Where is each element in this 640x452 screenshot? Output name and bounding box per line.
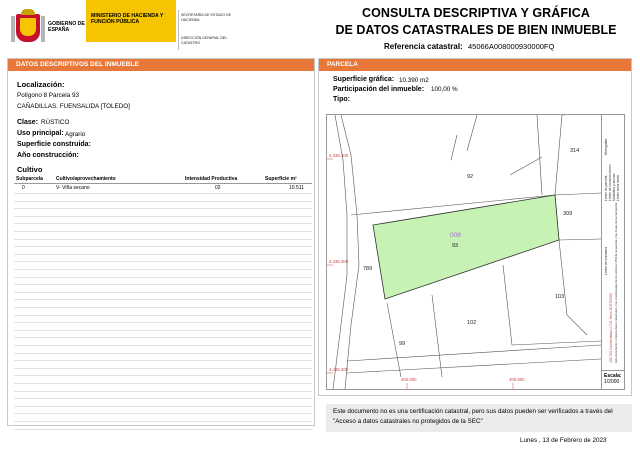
legend-item-1: Límite de parcela [604, 175, 608, 201]
parcel-label-314: 314 [570, 148, 580, 154]
superficie-construida-label: Superficie construida: [17, 141, 91, 148]
table-empty-row-line [14, 307, 312, 308]
table-empty-row-line [14, 345, 312, 346]
table-empty-row-line [14, 216, 312, 217]
cultivo-label: Cultivo [17, 165, 43, 174]
map-scale [601, 370, 625, 390]
legend-item-5: Hidrografía [604, 138, 608, 155]
ministerio-text: MINISTERIO DE HACIENDA Y FUNCIÓN PÚBLICA [91, 13, 164, 26]
gobierno-text: GOBIERNO DE ESPAÑA [48, 21, 85, 34]
escala-label: Escala: [604, 373, 622, 379]
table-empty-row-line [14, 277, 312, 278]
map-legend [601, 115, 625, 370]
table-empty-row-line [14, 299, 312, 300]
legend-item-4: Límite zona verde [616, 174, 620, 201]
cadastral-map [326, 114, 625, 390]
localizacion-line2: CAÑADILLAS. FUENSALIDA [TOLEDO] [17, 103, 130, 110]
table-empty-row-line [14, 383, 312, 384]
parcel-panel [318, 58, 632, 396]
selected-parcel [373, 195, 559, 299]
table-cell-superficie: 10.511 [289, 185, 304, 191]
uso-label: Uso principal: [17, 130, 64, 137]
table-empty-row-line [14, 337, 312, 338]
localizacion-line1: Polígono 8 Parcela 93 [17, 92, 79, 99]
direccion-text: DIRECCIÓN GENERAL DEL CATASTRO [181, 36, 228, 45]
localizacion-label: Localización: [17, 80, 65, 89]
table-empty-row-line [14, 254, 312, 255]
x-coord-right: 400.600 [509, 377, 525, 382]
table-header-intensidad: Intensidad Productiva [185, 176, 238, 182]
legend-item-6: Límite de manzana [604, 246, 608, 275]
parcel-code-label: 008 [450, 232, 461, 239]
table-empty-row-line [14, 398, 312, 399]
table-empty-row-line [14, 421, 312, 422]
secretaria-text: SECRETARÍA DE ESTADO DE HACIENDA [181, 13, 231, 22]
page-title-line2: DE DATOS CATASTRALES DE BIEN INMUEBLE [335, 23, 617, 37]
table-empty-row-line [14, 231, 312, 232]
table-empty-row-line [14, 322, 312, 323]
tipo-label: Tipo: [333, 96, 350, 103]
ref-value: 45066A008000930000FQ [468, 42, 555, 51]
table-empty-row-line [14, 413, 312, 414]
table-empty-row-line [14, 368, 312, 369]
parcel-label-102: 102 [467, 320, 477, 326]
table-empty-row-line [14, 284, 312, 285]
map-drawing [327, 115, 601, 389]
table-header-superficie: Superficie m² [265, 176, 297, 182]
sup-grafica-value: 10.390 m2 [399, 77, 429, 84]
section-header-descriptive: DATOS DESCRIPTIVOS DEL INMUEBLE [8, 59, 314, 71]
coat-of-arms-icon [10, 8, 46, 48]
table-empty-row-line [14, 201, 312, 202]
parcel-label-93: 93 [452, 243, 459, 249]
legend-utm-note: 400.700 Coordenadas U.T.M. Huso 30 ETRS89 [609, 293, 613, 363]
table-empty-row-line [14, 330, 312, 331]
parcel-label-92: 92 [467, 174, 474, 180]
header-divider [178, 10, 179, 50]
page-title-line1: CONSULTA DESCRIPTIVA Y GRÁFICA [361, 6, 590, 20]
legend-item-3: Mobiliario y aceras [612, 173, 616, 201]
verification-note: Este documento no es una certificación catastral, pero sus datos pueden ser verificados a través del "Acceso a datos catastrales no protegidos de la SEC" [326, 404, 632, 432]
table-header-subparcela: Subparcela [16, 176, 43, 182]
clase-value: RÚSTICO [41, 119, 70, 126]
table-empty-row-line [14, 315, 312, 316]
table-cell-cultivo: V- Viña secano [56, 185, 90, 191]
table-empty-row-line [14, 269, 312, 270]
y-coord-bottom: 4.436.200 [329, 367, 349, 372]
y-coord-top: 4.436.400 [329, 153, 349, 158]
ref-label: Referencia catastral: [384, 42, 463, 51]
uso-value: Agrario [65, 131, 86, 138]
table-empty-row-line [14, 239, 312, 240]
table-empty-row-line [14, 193, 312, 194]
clase-label: Clase: [17, 119, 39, 126]
parcel-label-789: 789 [363, 266, 373, 272]
anio-construccion-label: Año construcción: [17, 152, 79, 159]
table-empty-row-line [14, 429, 312, 430]
table-empty-row-line [14, 208, 312, 209]
parcel-label-309: 309 [563, 211, 573, 217]
table-empty-row-line [14, 391, 312, 392]
document-date: Lunes , 13 de Febrero de 2023 [520, 437, 607, 444]
table-empty-row-line [14, 353, 312, 354]
parcel-label-103: 103 [555, 294, 565, 300]
y-coord-middle: 4.436.300 [329, 259, 349, 264]
parcel-label-99: 99 [399, 341, 406, 347]
table-empty-row-line [14, 360, 312, 361]
descriptive-data-panel [7, 58, 315, 426]
table-empty-row-line [14, 375, 312, 376]
participacion-value: 100,00 % [431, 86, 458, 93]
table-header-rule [14, 183, 312, 184]
table-empty-row-line [14, 406, 312, 407]
participacion-label: Participación del inmueble: [333, 86, 425, 93]
x-coord-left: 400.500 [401, 377, 417, 382]
table-header-cultivo: Cultivo/aprovechamiento [56, 176, 116, 182]
sup-grafica-label: Superficie gráfica: [333, 76, 395, 83]
table-empty-row-line [14, 261, 312, 262]
table-empty-row-line [14, 223, 312, 224]
legend-document-note: Este documento contiene datos catastrales y las coordenadas de los vértices UTM de la parcela y las líneas de la cartografía [614, 202, 618, 363]
table-cell-subparcela: 0 [22, 185, 25, 191]
section-header-parcela: PARCELA [319, 59, 631, 71]
table-empty-row-line [14, 292, 312, 293]
legend-item-2: Límite de construcciones [608, 164, 612, 201]
table-empty-row-line [14, 246, 312, 247]
secretaria-block [181, 13, 236, 45]
table-cell-intensidad: 02 [215, 185, 221, 191]
escala-value: 1/2000 [604, 379, 620, 385]
